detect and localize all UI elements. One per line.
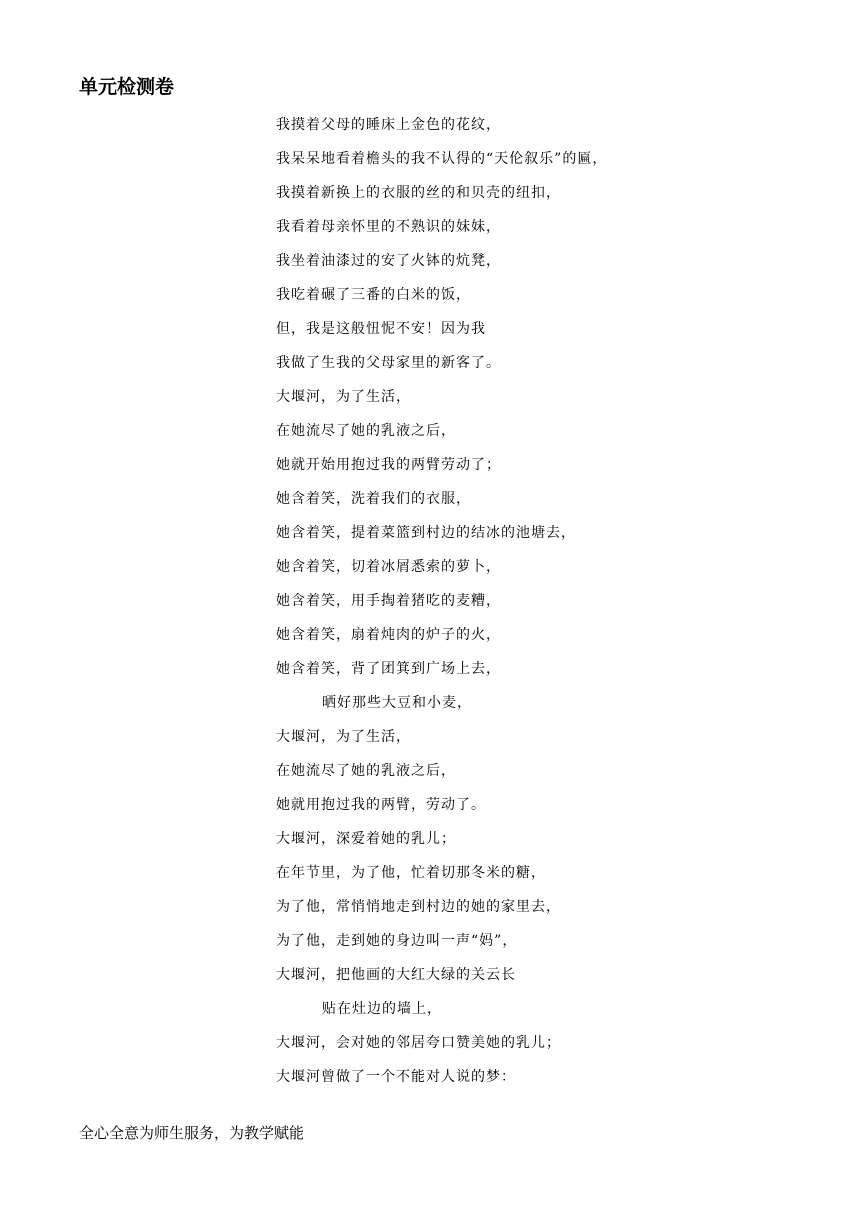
poem-line: 我吃着碾了三番的白米的饭， — [276, 287, 471, 303]
poem-line: 我摸着新换上的衣服的丝的和贝壳的纽扣， — [276, 185, 561, 201]
poem-line: 她含着笑，背了团箕到广场上去， — [276, 661, 501, 677]
poem-line: 我做了生我的父母家里的新客了。 — [276, 355, 501, 371]
poem-line: 但，我是这般忸怩不安！因为我 — [276, 321, 486, 337]
poem-line: 大堰河，把他画的大红大绿的关云长 — [276, 967, 516, 983]
poem-line: 我呆呆地看着檐头的我不认得的“天伦叙乐”的匾， — [276, 151, 608, 167]
poem-line: 大堰河，深爱着她的乳儿； — [276, 831, 456, 847]
poem-line: 在年节里，为了他，忙着切那冬米的糖， — [276, 865, 546, 881]
poem-line: 大堰河，为了生活， — [276, 729, 411, 745]
poem-line: 贴在灶边的墙上， — [322, 1001, 442, 1017]
poem-line: 她含着笑，提着菜篮到村边的结冰的池塘去， — [276, 525, 576, 541]
poem-line: 她就用抱过我的两臂，劳动了。 — [276, 797, 486, 813]
poem-line: 我坐着油漆过的安了火钵的炕凳， — [276, 253, 501, 269]
page-title: 单元检测卷 — [79, 76, 175, 98]
poem-line: 她含着笑，洗着我们的衣服， — [276, 491, 471, 507]
poem-line: 大堰河曾做了一个不能对人说的梦： — [276, 1069, 516, 1085]
poem-line: 大堰河，会对她的邻居夸口赞美她的乳儿； — [276, 1035, 561, 1051]
poem-line: 晒好那些大豆和小麦， — [322, 695, 472, 711]
poem-line: 大堰河，为了生活， — [276, 389, 411, 405]
poem-line: 她就开始用抱过我的两臂劳动了； — [276, 457, 501, 473]
poem-line: 在她流尽了她的乳液之后， — [276, 763, 456, 779]
poem-line: 为了他，走到她的身边叫一声“妈”， — [276, 933, 518, 949]
poem-line: 我摸着父母的睡床上金色的花纹， — [276, 117, 501, 133]
poem-text — [276, 108, 607, 1094]
poem-line: 我看着母亲怀里的不熟识的妹妹， — [276, 219, 501, 235]
poem-line: 她含着笑，用手掏着猪吃的麦糟， — [276, 593, 501, 609]
poem-line: 她含着笑，扇着炖肉的炉子的火， — [276, 627, 501, 643]
footer-slogan: 全心全意为师生服务，为教学赋能 — [79, 1124, 305, 1142]
poem-line: 在她流尽了她的乳液之后， — [276, 423, 456, 439]
poem-line: 为了他，常悄悄地走到村边的她的家里去， — [276, 899, 561, 915]
poem-line: 她含着笑，切着冰屑悉索的萝卜， — [276, 559, 501, 575]
